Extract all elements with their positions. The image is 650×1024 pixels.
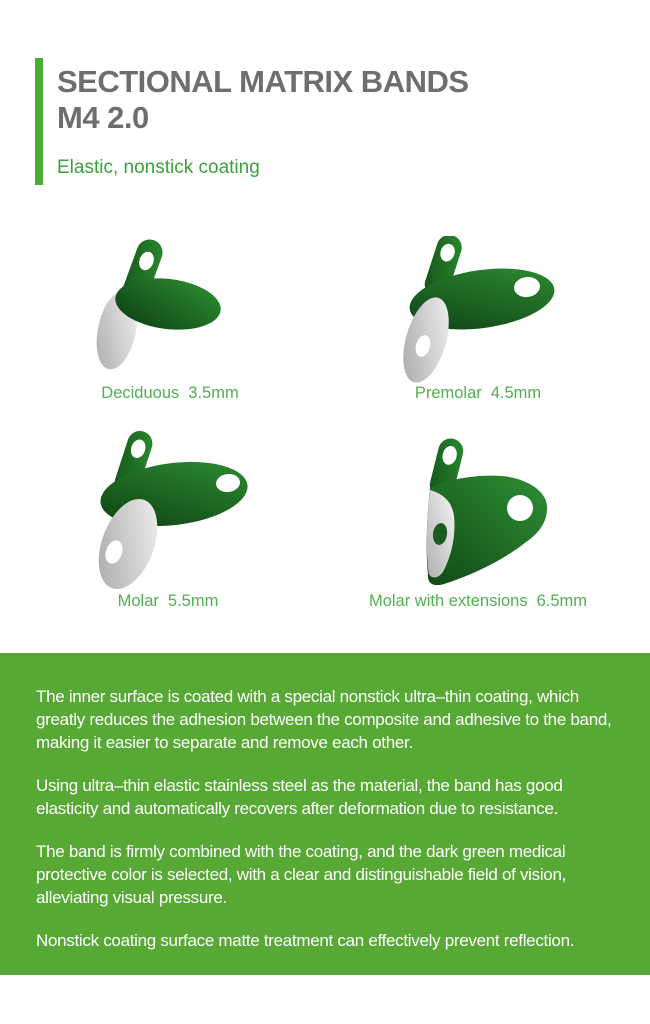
product-label-molar-extensions [318,592,638,611]
info-paragraph-elasticity: Using ultra–thin elastic stainless steel as the material, the band has good elasticity and automatically recovers after deformation due to resistance. [36,776,563,818]
title-line-2: M4 2.0 [57,100,149,135]
product-name: Molar with extensions [368,592,528,610]
product-size: 4.5mm [490,384,542,402]
product-name: Molar [117,592,159,610]
product-name: Premolar [414,384,482,402]
product-size: 6.5mm [536,592,588,610]
product-label-premolar [318,384,638,403]
info-paragraph-coating: The inner surface is coated with a special nonstick ultra–thin coating, which greatly reduces the adhesion between the composite and adhesive to the band, making it easier to separate and remove each other. [36,687,612,752]
product-name: Deciduous [101,384,180,402]
matrix-band-image-molar [90,430,250,592]
product-label-molar [8,592,328,611]
band-hole [507,495,533,521]
info-paragraph-matte: Nonstick coating surface matte treatment can effectively prevent reflection. [36,931,575,950]
title-line-1: SECTIONAL MATRIX BANDS [57,64,469,99]
accent-bar [35,58,43,185]
matrix-band-image-molar-extensions [400,438,560,588]
product-size: 5.5mm [167,592,219,610]
product-size: 3.5mm [188,384,239,402]
product-label-deciduous [10,384,330,403]
info-paragraph-color: The band is firmly combined with the coating, and the dark green medical protective color is selected, with a clear and distinguishable field of vision, alleviating visual pressure. [36,842,567,907]
info-panel [0,653,650,975]
matrix-band-image-premolar [400,236,565,386]
matrix-band-image-deciduous [95,238,230,370]
page-title [57,64,617,136]
subtitle: Elastic, nonstick coating [57,157,260,178]
